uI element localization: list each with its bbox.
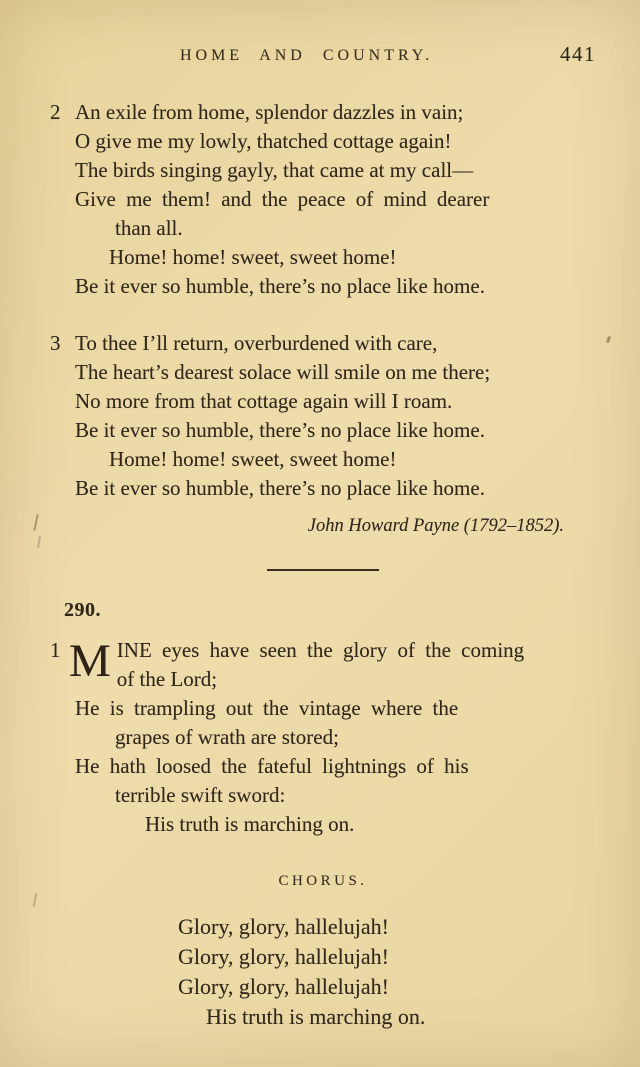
- page-header: [50, 44, 596, 70]
- verse-line: Be it ever so humble, there’s no place like home.: [75, 274, 485, 298]
- verse-line: Home! home! sweet, sweet home!: [109, 245, 397, 269]
- verse-line: He is trampling out the vintage where the: [75, 696, 459, 720]
- scan-mark: [33, 893, 38, 907]
- verse-line: of the Lord;: [116, 667, 218, 691]
- verse-line: An exile from home, splendor dazzles in vain;: [75, 100, 464, 124]
- verse-number: 2: [50, 100, 61, 124]
- verse-line: grapes of wrath are stored;: [115, 725, 339, 749]
- scan-mark: [33, 514, 38, 531]
- scan-mark: [606, 336, 611, 344]
- running-title: HOME AND COUNTRY.: [179, 47, 434, 64]
- hymn-home-sweet-home: [50, 98, 596, 539]
- chorus-line: His truth is marching on.: [206, 1004, 426, 1029]
- verse-line: To thee I’ll return, overburdened with care,: [75, 331, 438, 355]
- verse-line: His truth is marching on.: [145, 812, 355, 836]
- chorus-heading: CHORUS.: [278, 873, 368, 889]
- verse-number: 3: [50, 331, 61, 355]
- chorus-line: Glory, glory, hallelujah!: [178, 914, 389, 939]
- verse-line: Be it ever so humble, there’s no place like home.: [75, 476, 485, 500]
- verse-number: 1: [50, 638, 61, 662]
- section-divider: [267, 569, 379, 571]
- verse-line: The birds singing gayly, that came at my call—: [75, 158, 474, 182]
- verse-line: The heart’s dearest solace will smile on me there;: [75, 360, 491, 384]
- verse-line: INE eyes have seen the glory of the coming: [116, 638, 525, 662]
- verse-3: [50, 329, 596, 503]
- chorus-line: Glory, glory, hallelujah!: [178, 944, 389, 969]
- author-attribution: John Howard Payne (1792–1852).: [307, 516, 564, 536]
- chorus-block: [50, 912, 596, 1032]
- verse-line: Give me them! and the peace of mind dearer: [75, 187, 490, 211]
- verse-line: than all.: [115, 216, 183, 240]
- verse-1: [50, 636, 596, 839]
- scan-mark: [37, 536, 41, 548]
- verse-line: terrible swift sword:: [115, 783, 286, 807]
- verse-2: [50, 98, 596, 301]
- verse-line: Be it ever so humble, there’s no place like home.: [75, 418, 485, 442]
- dropcap-initial: M: [69, 635, 111, 687]
- verse-line: No more from that cottage again will I roam.: [75, 389, 453, 413]
- chorus-line: Glory, glory, hallelujah!: [178, 974, 389, 999]
- verse-line: O give me my lowly, thatched cottage again!: [75, 129, 452, 153]
- verse-line: He hath loosed the fateful lightnings of his: [75, 754, 469, 778]
- verse-line: Home! home! sweet, sweet home!: [109, 447, 397, 471]
- page-number: 441: [560, 42, 596, 66]
- hymn-number: 290.: [64, 599, 101, 621]
- hymn-290: [50, 599, 596, 1032]
